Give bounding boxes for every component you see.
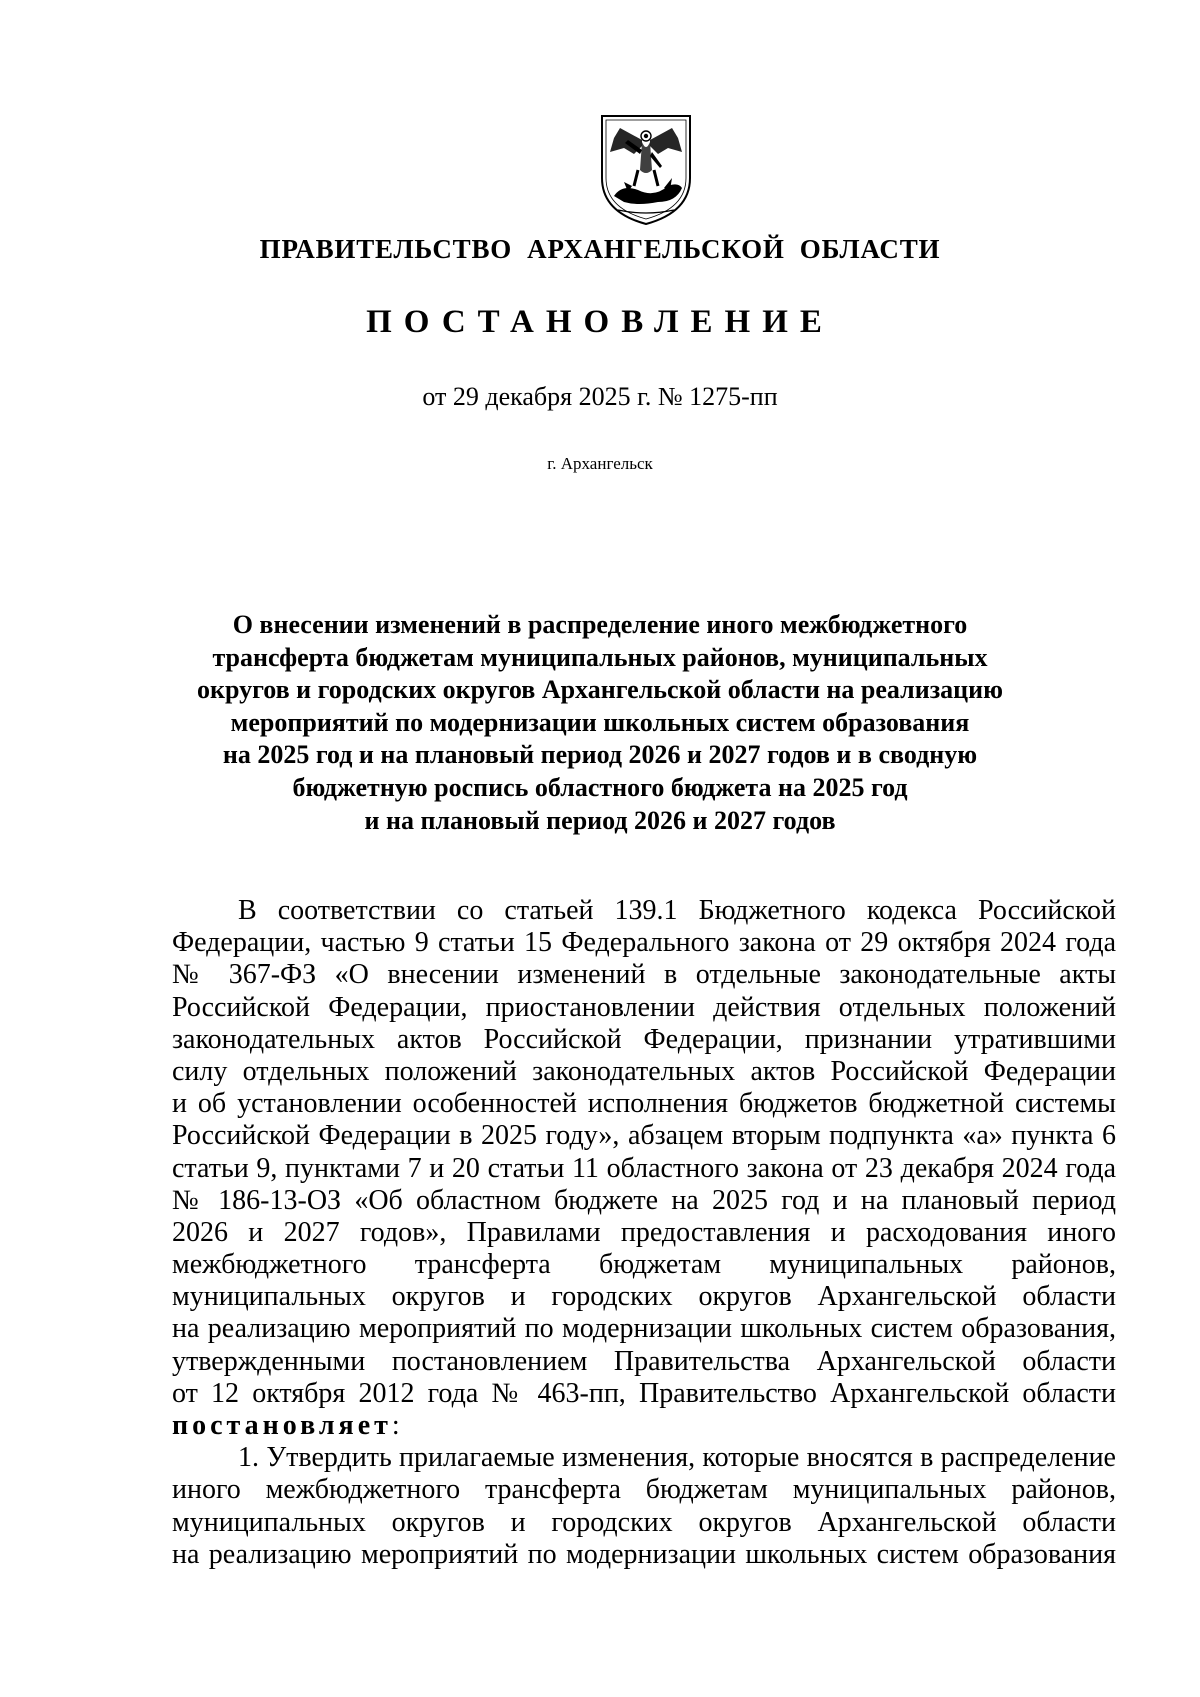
decree-word: постановляет bbox=[172, 1410, 392, 1441]
body-line: межбюджетного трансферта бюджетам муниципальных районов, bbox=[172, 1249, 1116, 1281]
body-line: 2026 и 2027 годов», Правилами предоставления и расходования иного bbox=[172, 1216, 1116, 1248]
coat-of-arms-emblem bbox=[598, 112, 694, 228]
organization-name: ПРАВИТЕЛЬСТВО АРХАНГЕЛЬСКОЙ ОБЛАСТИ bbox=[259, 234, 941, 264]
body-line: утвержденными постановлением Правительства Архангельской области bbox=[172, 1345, 1116, 1377]
decree-line bbox=[172, 1410, 1116, 1442]
archangelsk-coat-of-arms-icon bbox=[598, 112, 694, 228]
title-line: трансферта бюджетам муниципальных районов, муниципальных bbox=[212, 642, 988, 672]
item-line: иного межбюджетного трансферта бюджетам муниципальных районов, bbox=[172, 1474, 1116, 1506]
body-line: № 367-ФЗ «О внесении изменений в отдельные законодательные акты bbox=[172, 959, 1116, 991]
title-line: мероприятий по модернизации школьных систем образования bbox=[230, 707, 970, 737]
body-line: силу отдельных положений законодательных актов Российской Федерации bbox=[172, 1055, 1116, 1087]
document-type: ПОСТАНОВЛЕНИЕ bbox=[366, 304, 834, 340]
item-line: на реализацию мероприятий по модернизации школьных систем образования bbox=[172, 1538, 1116, 1570]
body-line: и об установлении особенностей исполнения бюджетов бюджетной системы bbox=[172, 1088, 1116, 1120]
document-date-number: от 29 декабря 2025 г. № 1275-пп bbox=[422, 382, 778, 411]
title-line: и на плановый период 2026 и 2027 годов bbox=[364, 805, 836, 835]
document-title bbox=[160, 609, 1040, 837]
body-line: № 186-13-ОЗ «Об областном бюджете на 2025 год и на плановый период bbox=[172, 1184, 1116, 1216]
body-line: муниципальных округов и городских округов Архангельской области bbox=[172, 1281, 1116, 1313]
body-line: Федерации, частью 9 статьи 15 Федерального закона от 29 октября 2024 года bbox=[172, 927, 1116, 959]
item-line: 1. Утвердить прилагаемые изменения, которые вносятся в распределение bbox=[238, 1442, 1116, 1474]
document-body bbox=[172, 895, 1116, 1571]
body-line: на реализацию мероприятий по модернизации школьных систем образования, bbox=[172, 1313, 1116, 1345]
title-line: округов и городских округов Архангельской области на реализацию bbox=[197, 675, 1003, 705]
title-line: на 2025 год и на плановый период 2026 и 2027 годов и в сводную bbox=[222, 740, 978, 770]
body-line: законодательных актов Российской Федерации, признании утратившими bbox=[172, 1023, 1116, 1055]
body-line: Российской Федерации в 2025 году», абзацем вторым подпункта «а» пункта 6 bbox=[172, 1120, 1116, 1152]
title-line: бюджетную роспись областного бюджета на 2025 год bbox=[292, 772, 908, 802]
body-line: Российской Федерации, приостановлении действия отдельных положений bbox=[172, 991, 1116, 1023]
item-line: муниципальных округов и городских округов Архангельской области bbox=[172, 1506, 1116, 1538]
decree-colon: : bbox=[391, 1410, 400, 1441]
body-line: статьи 9, пунктами 7 и 20 статьи 11 областного закона от 23 декабря 2024 года bbox=[172, 1152, 1116, 1184]
body-line: В соответствии со статьей 139.1 Бюджетного кодекса Российской bbox=[238, 895, 1116, 926]
title-line: О внесении изменений в распределение иного межбюджетного bbox=[232, 610, 968, 639]
document-city: г. Архангельск bbox=[547, 454, 653, 473]
body-line: от 12 октября 2012 года № 463-пп, Правительство Архангельской области bbox=[172, 1377, 1116, 1409]
